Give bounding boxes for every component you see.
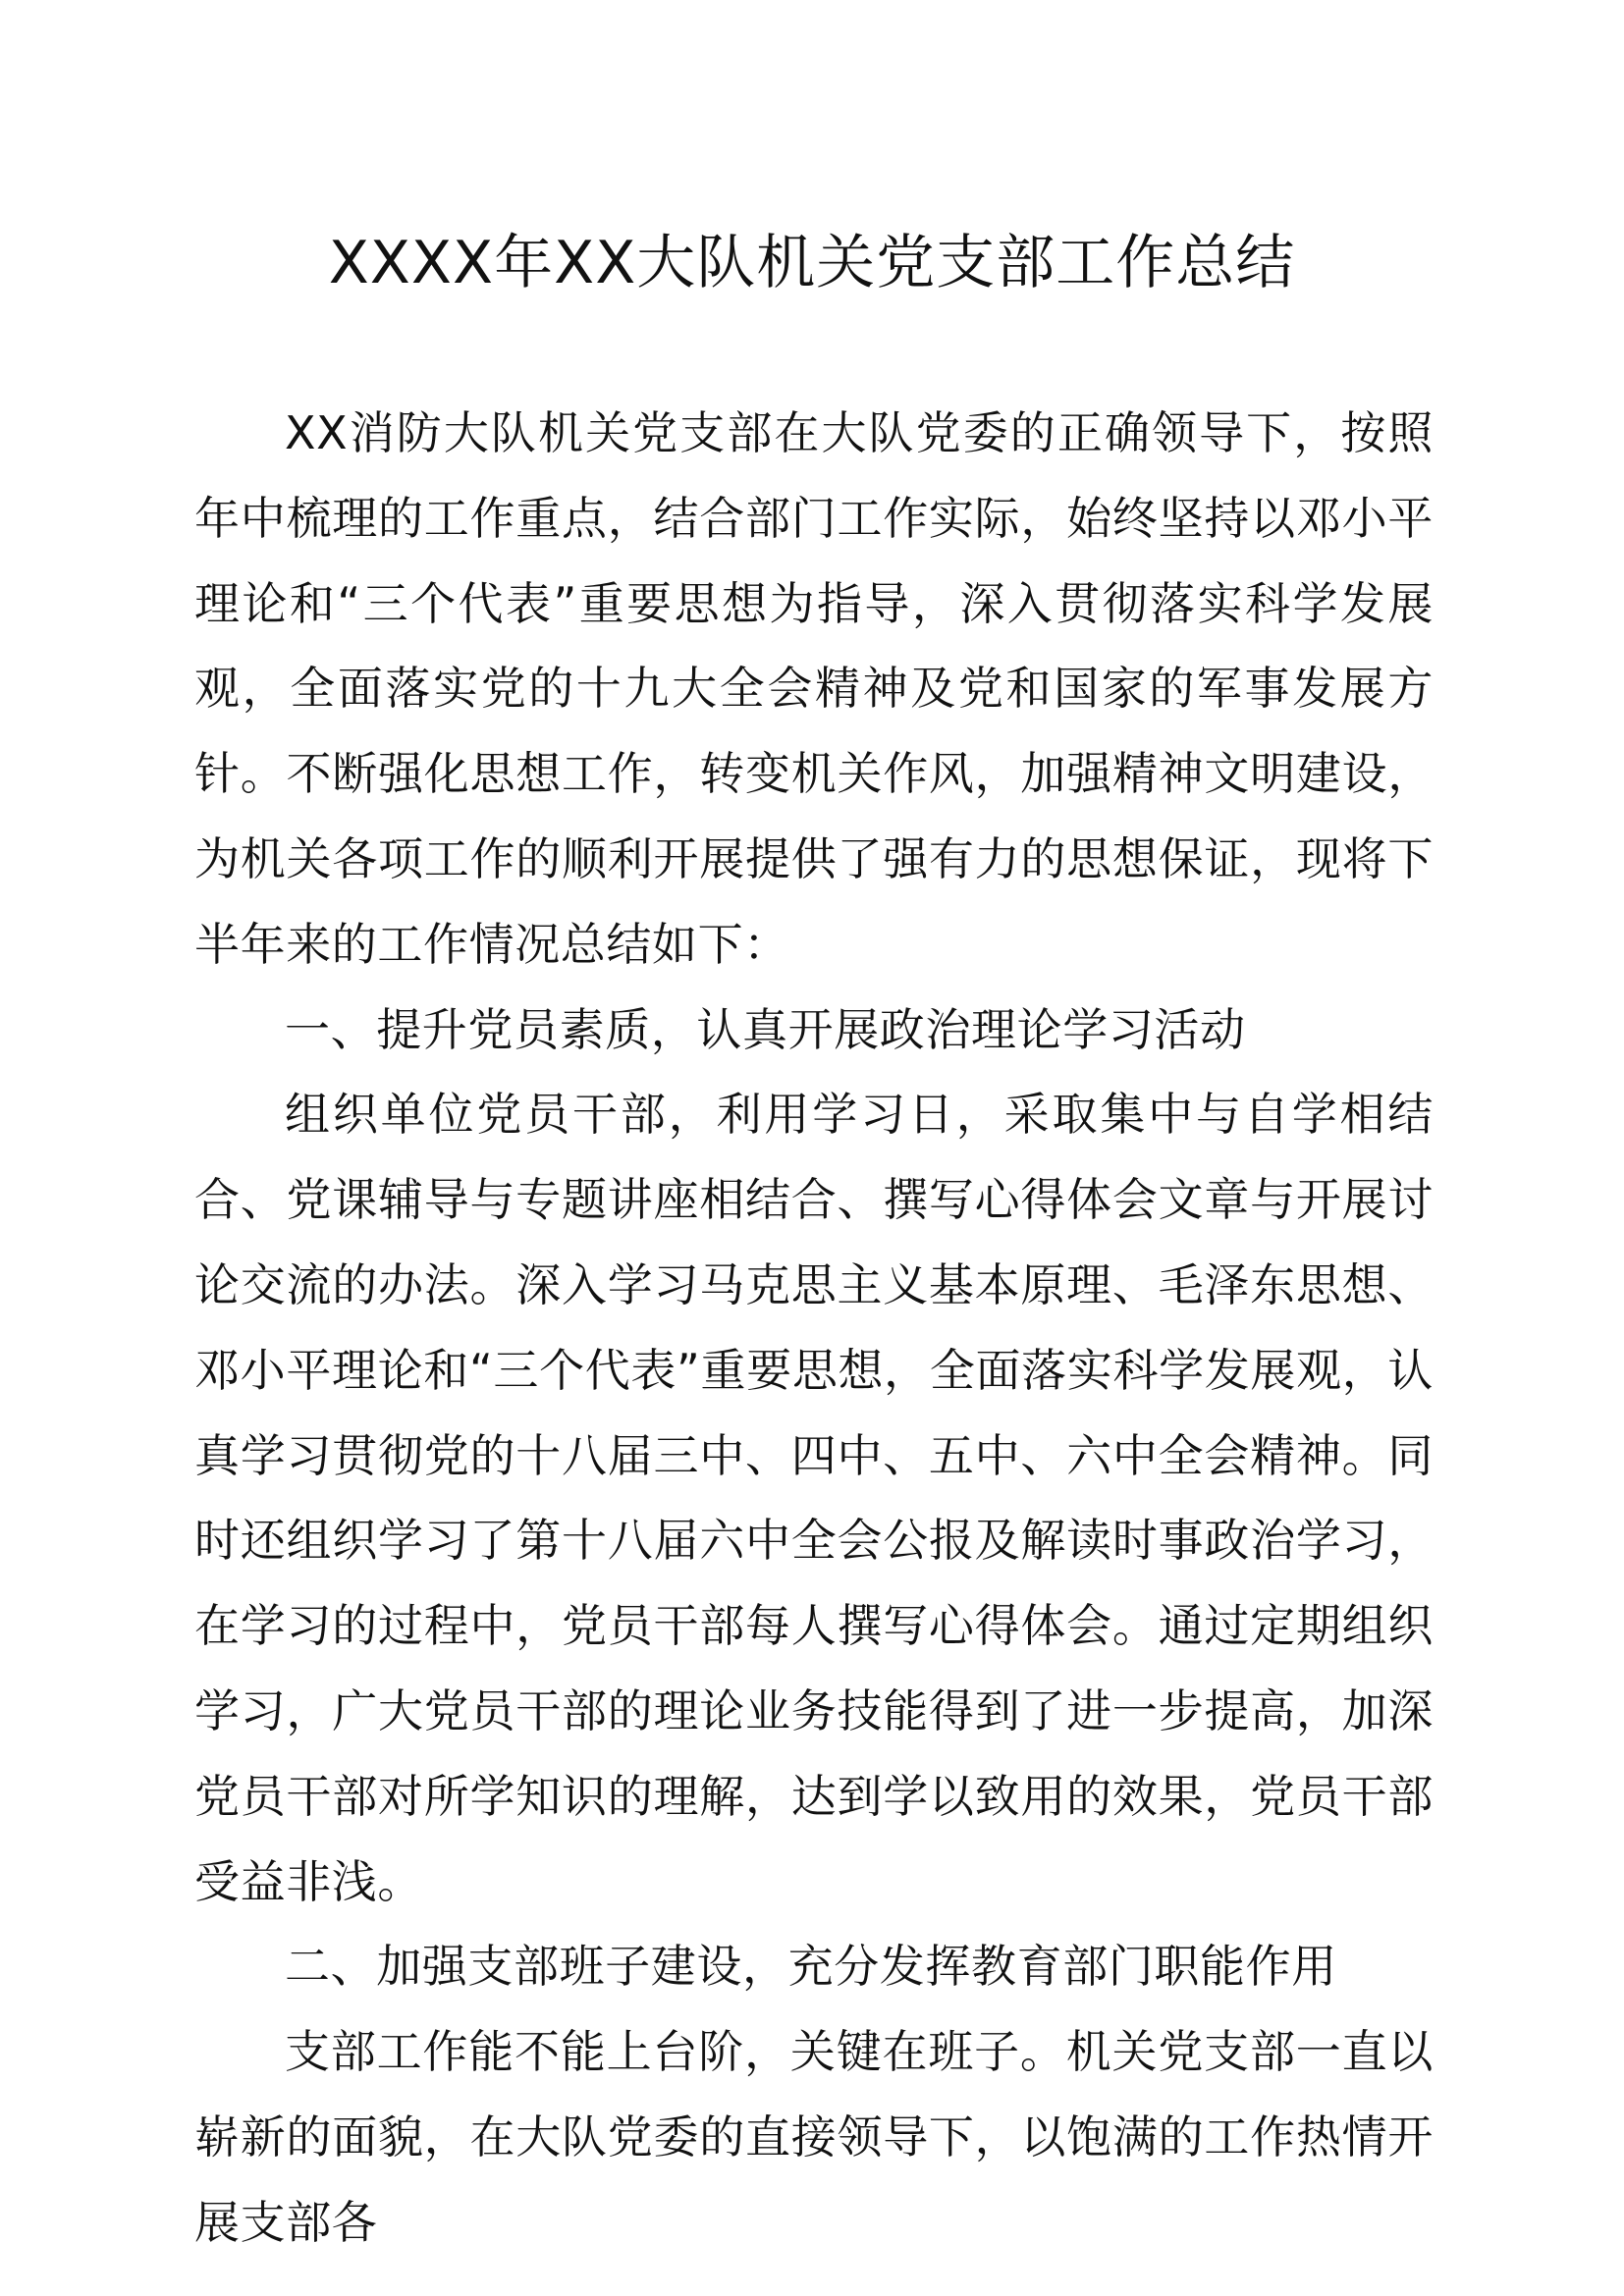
section-heading-2: 二、加强支部班子建设，充分发挥教育部门职能作用 [285, 1940, 1337, 1994]
document-title: XXXX年XX大队机关党支部工作总结 [328, 229, 1296, 297]
intro-paragraph: XX消防大队机关党支部在大队党委的正确领导下，按照年中梳理的工作重点，结合部门工作实际，始终坚持以邓小平理论和“三个代表”重要思想为指导，深入贯彻落实科学发展观，全面落实党的十九大全会精神及党和国家的军事发展方针。不断强化思想工作，转变机关作风，加强精神文明建设，为机关各项工作的顺利开展提供了强有力的思想保证，现将下半年来的工作情况总结如下： [194, 406, 1434, 971]
document-body [194, 391, 1434, 2266]
section-heading-1: 一、提升党员素质，认真开展政治理论学习活动 [285, 1002, 1246, 1056]
section-1-paragraph: 组织单位党员干部，利用学习日，采取集中与自学相结合、党课辅导与专题讲座相结合、撰写心得体会文章与开展讨论交流的办法。深入学习马克思主义基本原理、毛泽东思想、邓小平理论和“三个代表”重要思想，全面落实科学发展观，认真学习贯彻党的十八届三中、四中、五中、六中全会精神。同时还组织学习了第十八届六中全会公报及解读时事政治学习，在学习的过程中，党员干部每人撰写心得体会。通过定期组织学习，广大党员干部的理论业务技能得到了进一步提高，加深党员干部对所学知识的理解，达到学以致用的效果，党员干部受益非浅。 [194, 1088, 1434, 1908]
section-2-paragraph: 支部工作能不能上台阶，关键在班子。机关党支部一直以崭新的面貌，在大队党委的直接领导下，以饱满的工作热情开展支部各 [194, 2025, 1434, 2249]
